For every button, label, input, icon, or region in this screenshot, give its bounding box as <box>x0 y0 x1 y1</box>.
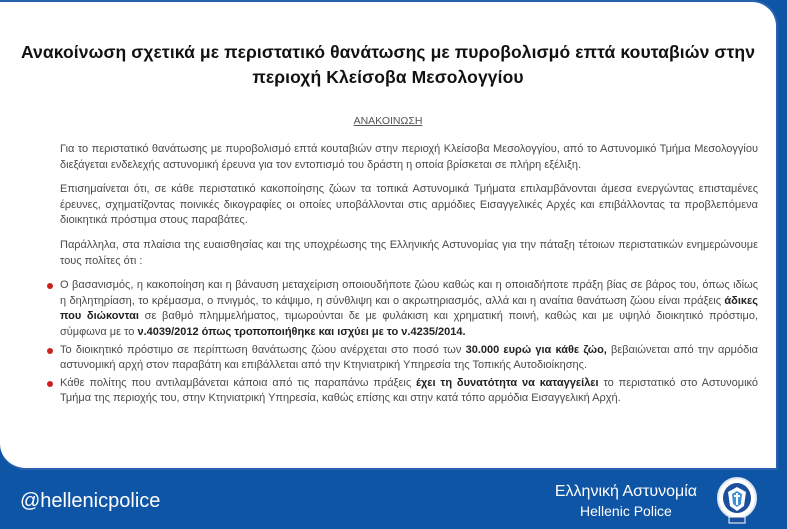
social-handle: @hellenicpolice <box>20 490 161 512</box>
bullet-icon <box>47 381 53 387</box>
paragraph: Επισημαίνεται ότι, σε κάθε περιστατικό κακοποίησης ζώων τα τοπικά Αστυνομικά Τμήματα επιλαμβάνονται άμεσα ενεργώντας επισταμένες έρευνες, σχηματίζοντας ποινικές δικογραφίες οι οποίες υποβάλλονται στις αρμόδιες Εισαγγελικές Αρχές και επιβάλλοντας τα προβλεπόμενα διοικητικά πρόστιμα στους παραβάτες. <box>60 183 758 227</box>
bullet-list <box>60 278 758 407</box>
text: το περιστατικό στο Αστυνομικό Τμήμα της περιοχής του, στην Κτηνιατρική Υπηρεσία, καθώς επίσης και στην κατά τόπο αρμόδια Εισαγγελική Αρχή. <box>60 376 758 405</box>
text: Ο βασανισμός, η κακοποίηση και η βάναυση μεταχείριση οποιουδήποτε ζώου καθώς και η οποιαδήποτε πράξη βίας σε βάρος του, όπως ιδίως η δηλητηρίαση, το κρέμασμα, ο πνιγμός, το κάψιμο, η σύνθλιψη και ο ακρωτηριασμός, αλλά και η αναίτια θανάτωση ζώου είναι πράξεις <box>60 279 758 307</box>
bold-text: ν.4039/2012 όπως τροποποιήθηκε και ισχύει με το ν.4235/2014. <box>137 325 466 338</box>
bold-text: έχει τη δυνατότητα να καταγγείλει <box>416 376 599 389</box>
announcement-body <box>60 142 758 409</box>
bold-text: άδικες που διώκονται <box>60 294 758 323</box>
paragraph: Για το περιστατικό θανάτωσης με πυροβολισμό επτά κουταβιών στην περιοχή Κλείσοβα Μεσολογγίου, από το Αστυνομικό Τμήμα Μεσολογγίου διεξάγεται ενδελεχής αστυνομική έρευνα για τον εντοπισμό του δράστη η οποία βρίσκεται σε πλήρη εξέλιξη. <box>60 143 758 171</box>
org-name-greek: Ελληνική Αστυνομία <box>554 483 697 500</box>
paragraph: Παράλληλα, στα πλαίσια της ευαισθησίας και της υποχρέωσης της Ελληνικής Αστυνομίας για την πάταξη τέτοιων περιστατικών ενημερώνουμε τους πολίτες ότι : <box>60 238 758 267</box>
text: Κάθε πολίτης που αντιλαμβάνεται κάποια από τις παραπάνω πράξεις <box>60 376 416 389</box>
bold-text: 30.000 ευρώ για κάθε ζώο, <box>465 343 607 356</box>
org-name-english: Hellenic Police <box>580 503 672 519</box>
hellenic-police-logo-icon <box>715 476 759 526</box>
text: βεβαιώνεται από την αρμόδια αστυνομική αρχή στον παραβάτη και επιβάλλεται από την Κτηνιατρική Υπηρεσία της Τοπικής Αυτοδιοίκησης. <box>60 343 758 372</box>
text: σε βαθμό πλημμελήματος, τιμωρούνται δε με φυλάκιση και χρηματική ποινή, καθώς και με υψηλό διοικητικό πρόστιμο, σύμφωνα με το <box>60 310 758 338</box>
list-item <box>60 278 758 340</box>
footer-banner <box>0 470 787 529</box>
bullet-icon <box>47 283 53 289</box>
organization-name <box>555 482 697 520</box>
announcement-heading: ΑΝΑΚΟΙΝΩΣΗ <box>353 115 423 127</box>
text: Το διοικητικό πρόστιμο σε περίπτωση θανάτωσης ζώου ανέρχεται στο ποσό των <box>60 343 466 356</box>
bullet-icon <box>47 348 53 354</box>
page-title: Ανακοίνωση σχετικά με περιστατικό θανάτωσης με πυροβολισμό επτά κουταβιών στην περιοχή Κλείσοβα Μεσολογγίου <box>20 42 756 87</box>
list-item <box>60 343 758 374</box>
list-item <box>60 376 758 407</box>
